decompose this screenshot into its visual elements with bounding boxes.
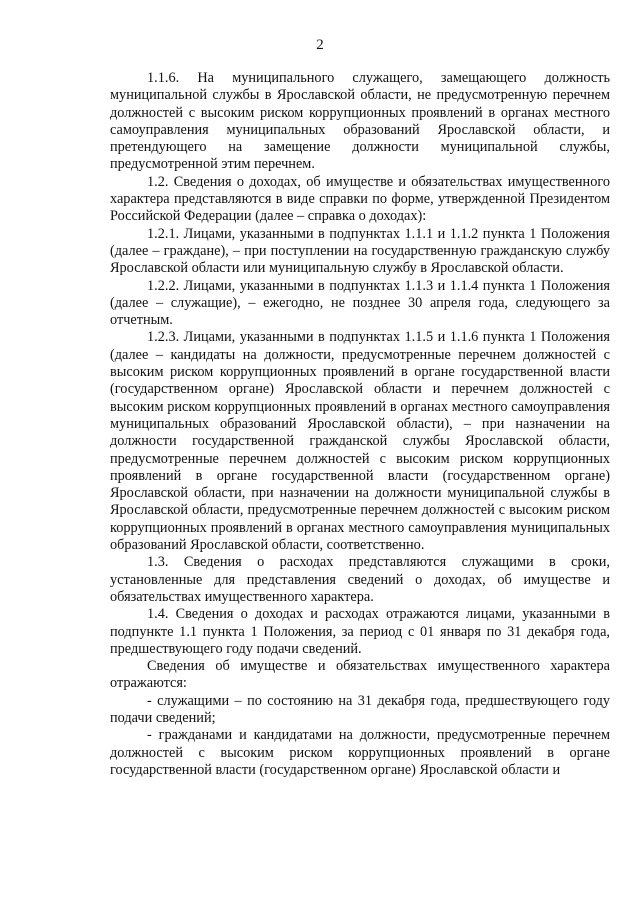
paragraph-1-2: 1.2. Сведения о доходах, об имуществе и обязательствах имущественного характера представляются в виде справки по форме, утвержденной Президентом Российской Федерации (далее – справка о доходах): (110, 173, 610, 225)
list-item-citizens-candidates: - гражданами и кандидатами на должности, предусмотренные перечнем должностей с высоким риском коррупционных проявлений в органе государственной власти (государственном органе) Ярославской области и (110, 727, 610, 778)
paragraph-1-1-6: 1.1.6. На муниципального служащего, замещающего должность муниципальной службы в Ярославской области, не предусмотренную перечнем должностей с высоким риском коррупционных проявлений в органах местного самоуправления муниципальных образований Ярославской области, и претендующего на замещение должности муниципальной службы, предусмотренной этим перечнем. (110, 70, 610, 173)
paragraph-1-2-3: 1.2.3. Лицами, указанными в подпунктах 1.1.5 и 1.1.6 пункта 1 Положения (далее – кандидаты на должности, предусмотренные перечнем должностей с высоким риском коррупционных проявлений в органе государственной власти (государственном органе) Ярославской области и перечнем должностей с высоким риском коррупционных проявлений в органах местного самоуправления муниципальных образований Ярославской области), – при назначении на должности государственной гражданской службы Ярославской области, предусмотренные перечнем должностей с высоким риском коррупционных проявлений в органе государственной власти (государственном органе) Ярославской области, при назначении на должности муниципальной службы в Ярославской области, предусмотренные перечнем должностей с высоким риском коррупционных проявлений в органах местного самоуправления муниципальных образований Ярославской области, соответственно. (110, 329, 610, 554)
paragraph-1-2-2: 1.2.2. Лицами, указанными в подпунктах 1.1.3 и 1.1.4 пункта 1 Положения (далее – служащие), – ежегодно, не позднее 30 апреля года, следующего за отчетным. (110, 277, 610, 329)
paragraph-1-2-1: 1.2.1. Лицами, указанными в подпунктах 1.1.1 и 1.1.2 пункта 1 Положения (далее – граждане), – при поступлении на государственную гражданскую службу Ярославской области или муниципальную службу в Ярославской области. (110, 225, 610, 277)
list-item-employees: - служащими – по состоянию на 31 декабря года, предшествующего году подачи сведений; (110, 692, 610, 726)
page-number: 2 (316, 37, 324, 53)
paragraph-1-3: 1.3. Сведения о расходах представляются служащими в сроки, установленные для представления сведений о доходах, об имуществе и обязательствах имущественного характера. (110, 554, 610, 605)
document-body (110, 70, 610, 779)
paragraph-1-4: 1.4. Сведения о доходах и расходах отражаются лицами, указанными в подпункте 1.1 пункта 1 Положения, за период с 01 января по 31 декабря года, предшествующего году подачи сведений. (110, 606, 610, 657)
paragraph-property-intro: Сведения об имуществе и обязательствах имущественного характера отражаются: (110, 658, 610, 692)
